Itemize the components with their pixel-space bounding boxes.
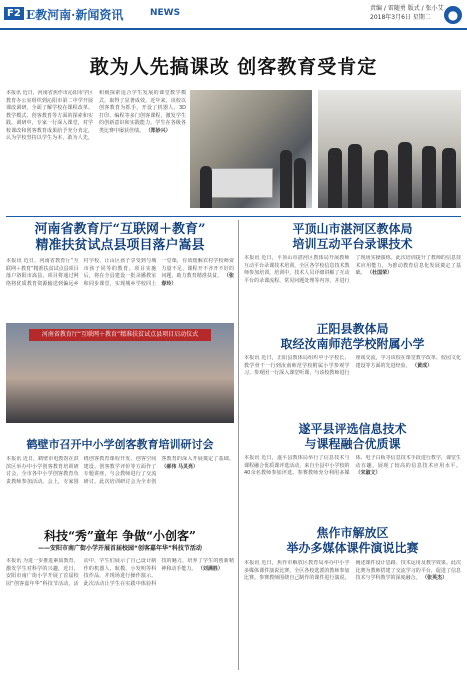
page-number: F2 (4, 7, 24, 20)
story-subtitle: ——安阳市南广街小学开展首届校园“创客嘉年华”科技节活动 (38, 545, 202, 552)
edition-meta (370, 4, 444, 22)
student-figure (200, 166, 212, 208)
attendee-figure (6, 323, 20, 373)
column-divider (238, 220, 239, 670)
story-body: 本报讯 近日，遂平县教体局举行了信息技术与课程融合优质课评选活动，来自全县中小学校的40余名教师参加评选。参赛教师充分利用多媒体、电子白板等信息技术手段进行教学，课堂生动有趣，展现了较高的信息技术应用水平。 （宋淑文） (244, 455, 461, 476)
attendee-figure (6, 373, 20, 423)
visitor-figure (422, 146, 436, 208)
story-title: 精准扶贫试点县项目落户嵩县 (35, 238, 205, 253)
section-label: NEWS (150, 8, 181, 18)
story-title: 举办多媒体课件演说比赛 (286, 541, 419, 555)
lead-byline: （郑妙兴） (145, 127, 171, 134)
visitor-figure (348, 144, 362, 208)
ceremony-banner: 河南省教育厅“互联网＋教育”精准扶贫试点县项目启动仪式 (29, 329, 211, 341)
lead-body: 本报讯 近日，河南省焦作市沁阳市学区教育办公室组织到沁阳市第二中学开展课改调研，全面了解学校在课程改革、教学模式、创客教育等方面的探索和实践。调研中，专家一行深入课堂，对学校课改和创客教育成果给予充分肯定，认为学校坚持以学生为本，敢为人先，积极探索适合学生发展的课堂教学模式，取得了显著成效。近年来，该校以创客教育为抓手，开设了机器人、3D打印、编程等多门创客课程，激发学生的创新意识和实践能力，学生在各级各类比赛中屡获佳绩。 （郑妙兴） (6, 90, 186, 141)
story-jiefang-courseware (244, 526, 461, 556)
student-figure (294, 158, 306, 208)
apple-icon: ● (444, 6, 462, 24)
story-title: 河南省教育厅“互联网＋教育” (34, 222, 206, 237)
masthead (0, 0, 467, 30)
story-title: 鹤壁市召开中小学创客教育培训研讨会 (26, 438, 214, 451)
story-title: 正阳县教体局 (316, 322, 389, 336)
story-body: 本报讯 近日，焦作市解放区教育局举办中小学多媒体课件演说比赛，全区各校选派的教师参加比赛。参赛教师围绕自己制作的课件进行演说，阐述课件设计思路、技术运用及教学效果。此次比赛为教师搭建了交流学习的平台，促进了信息技术与学科教学的深度融合。 （张英杰） (244, 560, 461, 581)
editor-line: 责编 / 雷随勇 版式 / 张小艾 (370, 5, 444, 12)
story-title: 培训互动平台录课技术 (292, 237, 413, 251)
story-title: 科技“秀”童年 争做“小创客” (44, 529, 196, 543)
story-zhengyang-visit (244, 322, 461, 352)
story-zhanhe-recording (244, 222, 461, 252)
story-body: 本报讯 近日，正阳县教体局组织中小学校长、教学骨干一行到汝南师范学校附属小学参观学习。参观团一行深入课堂听课，与该校教师进行座谈交流，学习该校在课堂教学改革、校园文化建设等方面的先进经验。 （黄成） (244, 355, 461, 376)
story-title: 与课程融合优质课 (304, 437, 401, 451)
story-body: 本报讯 近日，河南省教育厅“互联网＋教育”精准扶贫试点县项目落户洛阳市嵩县，项目将通过网络将优质教育资源输送到偏远乡村学校，让山区孩子享受到与城市孩子同等的教育。项目实施后，将在全县建设一批录播教室和同步课堂，实现城乡学校同上一堂课，有效缓解农村学校师资力量不足、课程开不齐开不好的问题，助力教育精准扶贫。 （张春玲） (6, 258, 234, 287)
story-byline: （刘满胜） (197, 565, 223, 572)
story-body: 本报讯 近日，平顶山市湛河区教体局开展教师互动平台录课技术培训，全区各学校信息技术教师参加培训。培训中，技术人员详细讲解了互动平台的录课流程、常见问题处理等内容，并进行了现场实操演练。此次培训提升了教师的信息技术应用能力，为推动教育信息化发展奠定了基础。 （杜国荣） (244, 255, 461, 284)
story-title: 平顶山市湛河区教体局 (292, 222, 413, 236)
story-byline: （黄成） (412, 362, 433, 369)
ceremony-photo (6, 323, 234, 423)
lead-headline: 敢为人先搞课改 创客教育受肯定 (89, 56, 378, 78)
story-title: 遂平县评选信息技术 (298, 422, 407, 436)
visitor-figure (374, 150, 388, 208)
story-byline: （郝伟 马灵亮） (161, 463, 199, 470)
visitor-figure (328, 148, 342, 208)
visitor-figure (398, 142, 412, 208)
story-body: 本报讯 为进一步推进素质教育，激发学生对科学的兴趣，近日，安阳市南广街小学开展了首届校园“创客嘉年华”科技节活动。活动中，学生们展示了自己设计制作的机器人、航模、小发明等科技作品，并现场进行操作演示。此次活动让学生在实践中体验科技的魅力，培养了学生的创新精神和动手能力。 （刘满胜） (6, 558, 234, 587)
date-line: 2018年3月6日 星期二 (370, 14, 431, 21)
lead-photo (190, 90, 312, 208)
story-byline: （张春玲） (161, 273, 234, 287)
story-suiping-courses (244, 422, 461, 452)
story-hebi-maker-training (6, 438, 234, 452)
section-divider (6, 216, 461, 217)
brand-title: E教河南·新闻资讯 (26, 8, 124, 22)
lead-photo-2 (318, 90, 461, 208)
story-title: 取经汝南师范学校附属小学 (280, 337, 425, 351)
story-byline: （宋淑文） (355, 470, 381, 476)
story-byline: （杜国荣） (367, 270, 393, 276)
student-figure (280, 150, 292, 208)
story-body: 本报讯 近日，鹤壁市电教馆在淇滨区举办中小学创客教育培训研讨会，全市各中小学创客教育负责教师参加活动。会上，专家围绕创客教育课程开发、创客空间建设、创客教学评价等方面作了专题讲座，与会教师进行了交流研讨。此次培训研讨会为全市创客教育的深入开展奠定了基础。 （郝伟 马灵亮） (6, 456, 234, 485)
visitor-figure (442, 148, 456, 208)
story-byline: （张英杰） (422, 575, 448, 581)
story-henan-internet-education (6, 222, 234, 254)
story-anyang-maker-festival (6, 528, 234, 554)
story-title: 焦作市解放区 (316, 526, 389, 540)
